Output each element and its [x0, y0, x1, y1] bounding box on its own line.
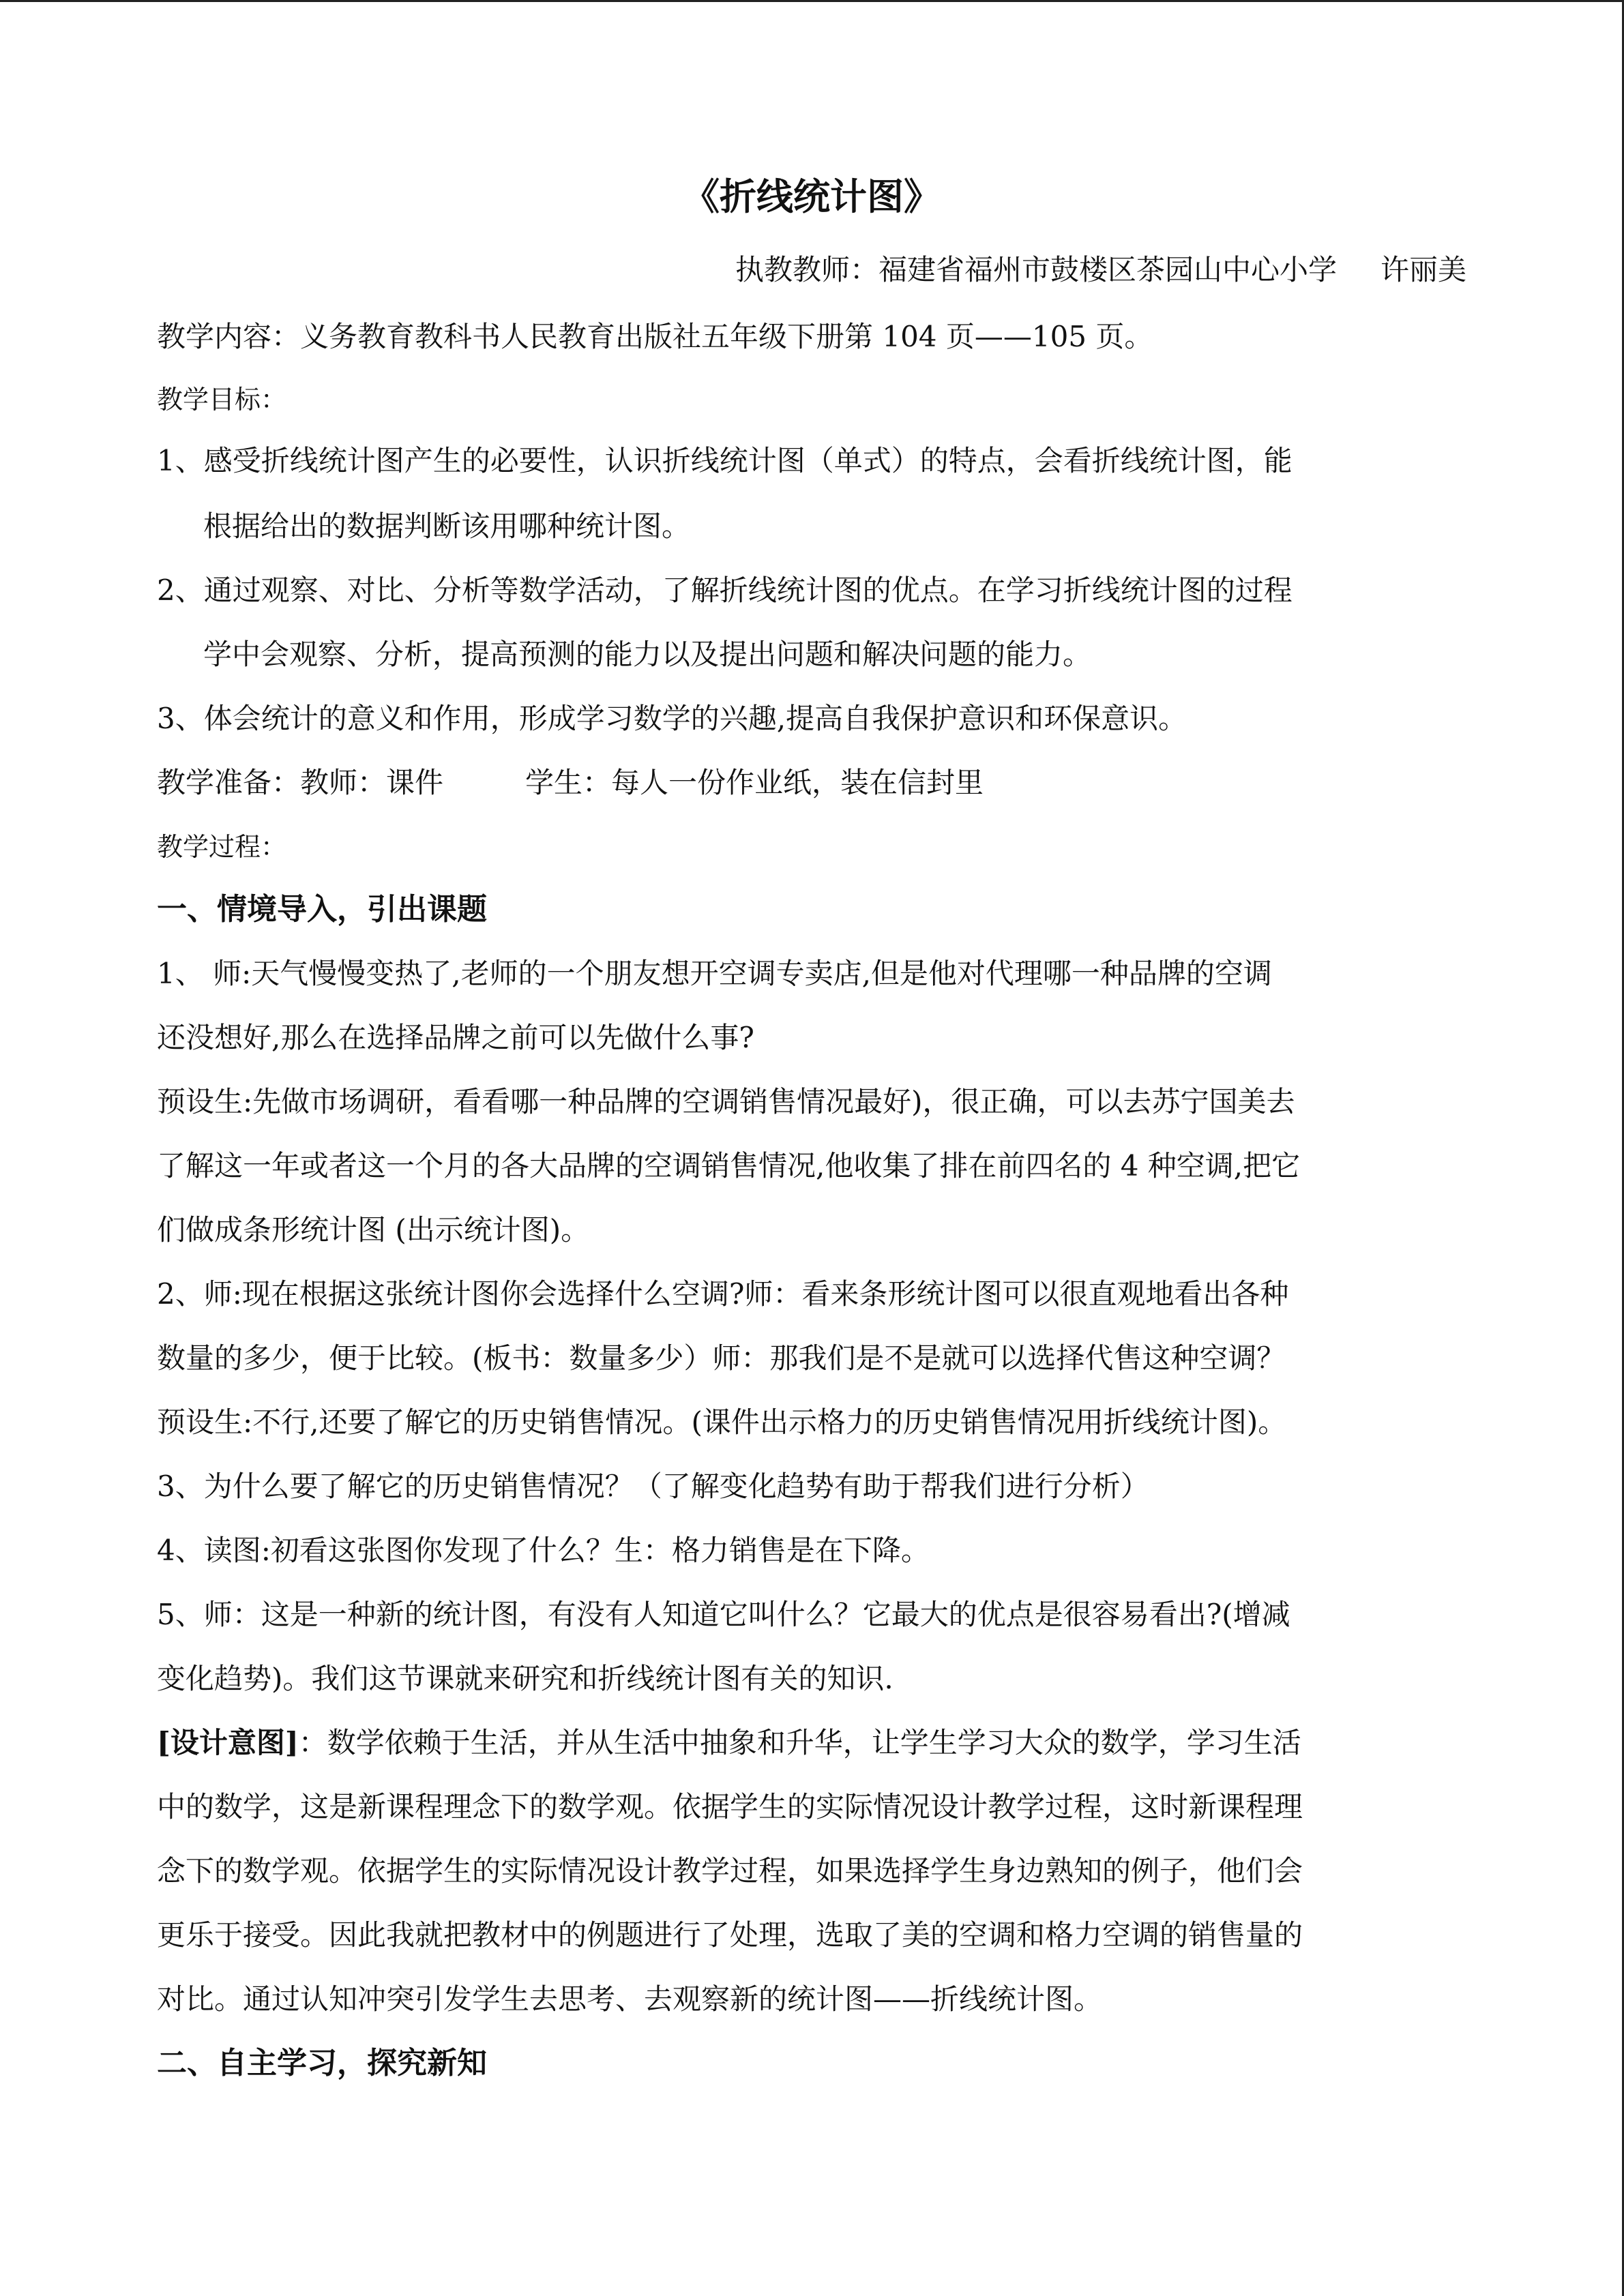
section-1-line-10: 4、读图:初看这张图你发现了什么？生：格力销售是在下降。	[157, 1534, 930, 1567]
page-border-top	[0, 0, 1624, 2]
goal-1-line-1: 1、感受折线统计图产生的必要性，认识折线统计图（单式）的特点，会看折线统计图，能	[157, 444, 1293, 477]
teacher-line	[157, 245, 1466, 295]
section-1-line-3: 预设生:先做市场调研，看看哪一种品牌的空调销售情况最好)，很正确，可以去苏宁国美去	[157, 1085, 1295, 1118]
design-intent-line-4: 更乐于接受。因此我就把教材中的例题进行了处理，选取了美的空调和格力空调的销售量的	[157, 1918, 1303, 1952]
goal-2-line-2: 学中会观察、分析，提高预测的能力以及提出问题和解决问题的能力。	[203, 638, 1092, 671]
goal-3: 3、体会统计的意义和作用，形成学习数学的兴趣,提高自我保护意识和环保意识。	[157, 702, 1187, 735]
goals-label: 教学目标：	[157, 385, 287, 415]
section-1-heading: 一、情境导入，引出课题	[157, 892, 487, 927]
teaching-content: 教学内容：义务教育教科书人民教育出版社五年级下册第 104 页——105 页。	[157, 320, 1153, 353]
section-1-line-12: 变化趋势)。我们这节课就来研究和折线统计图有关的知识.	[157, 1662, 894, 1695]
prep-teacher: 教学准备：教师：课件	[157, 766, 444, 799]
section-1-line-9: 3、为什么要了解它的历史销售情况？（了解变化趋势有助于帮我们进行分析）	[157, 1470, 1149, 1503]
design-intent-line-2: 中的数学，这是新课程理念下的数学观。依据学生的实际情况设计教学过程，这时新课程理	[157, 1790, 1303, 1823]
design-intent-line-3: 念下的数学观。依据学生的实际情况设计教学过程，如果选择学生身边熟知的例子，他们会	[157, 1854, 1303, 1888]
section-2-heading: 二、自主学习，探究新知	[157, 2046, 487, 2081]
section-1-line-11: 5、师：这是一种新的统计图，有没有人知道它叫什么？它最大的优点是很容易看出?(增减	[157, 1598, 1290, 1631]
teacher-name: 许丽美	[1380, 253, 1466, 286]
teacher-label: 执教教师：福建省福州市鼓楼区茶园山中心小学	[735, 253, 1337, 286]
section-1-line-8: 预设生:不行,还要了解它的历史销售情况。(课件出示格力的历史销售情况用折线统计图)。	[157, 1405, 1287, 1439]
goal-2-line-1: 2、通过观察、对比、分析等数学活动，了解折线统计图的优点。在学习折线统计图的过程	[157, 573, 1293, 607]
design-intent-line-5: 对比。通过认知冲突引发学生去思考、去观察新的统计图——折线统计图。	[157, 1982, 1103, 2016]
goal-1-line-2: 根据给出的数据判断该用哪种统计图。	[203, 509, 691, 543]
design-intent-line-1	[157, 1718, 1466, 1768]
section-1-line-1: 1、 师:天气慢慢变热了,老师的一个朋友想开空调专卖店,但是他对代理哪一种品牌的空调	[157, 957, 1272, 990]
design-intent-label: [设计意图]	[157, 1726, 299, 1759]
design-intent-text-1: ：数学依赖于生活，并从生活中抽象和升华，让学生学习大众的数学，学习生活	[298, 1726, 1301, 1759]
section-1-line-2: 还没想好,那么在选择品牌之前可以先做什么事?	[157, 1021, 754, 1054]
document-title: 《折线统计图》	[683, 175, 941, 218]
prep-student: 学生：每人一份作业纸，装在信封里	[525, 766, 984, 799]
process-label: 教学过程：	[157, 832, 287, 862]
section-1-line-4: 了解这一年或者这一个月的各大品牌的空调销售情况,他收集了排在前四名的 4 种空调,把它	[157, 1149, 1301, 1182]
teaching-prep	[157, 758, 1466, 807]
section-1-line-7: 数量的多少，便于比较。(板书：数量多少）师：那我们是不是就可以选择代售这种空调？	[157, 1341, 1286, 1375]
section-1-line-6: 2、师:现在根据这张统计图你会选择什么空调?师：看来条形统计图可以很直观地看出各种	[157, 1277, 1289, 1311]
section-1-line-5: 们做成条形统计图 (出示统计图)。	[157, 1213, 590, 1247]
